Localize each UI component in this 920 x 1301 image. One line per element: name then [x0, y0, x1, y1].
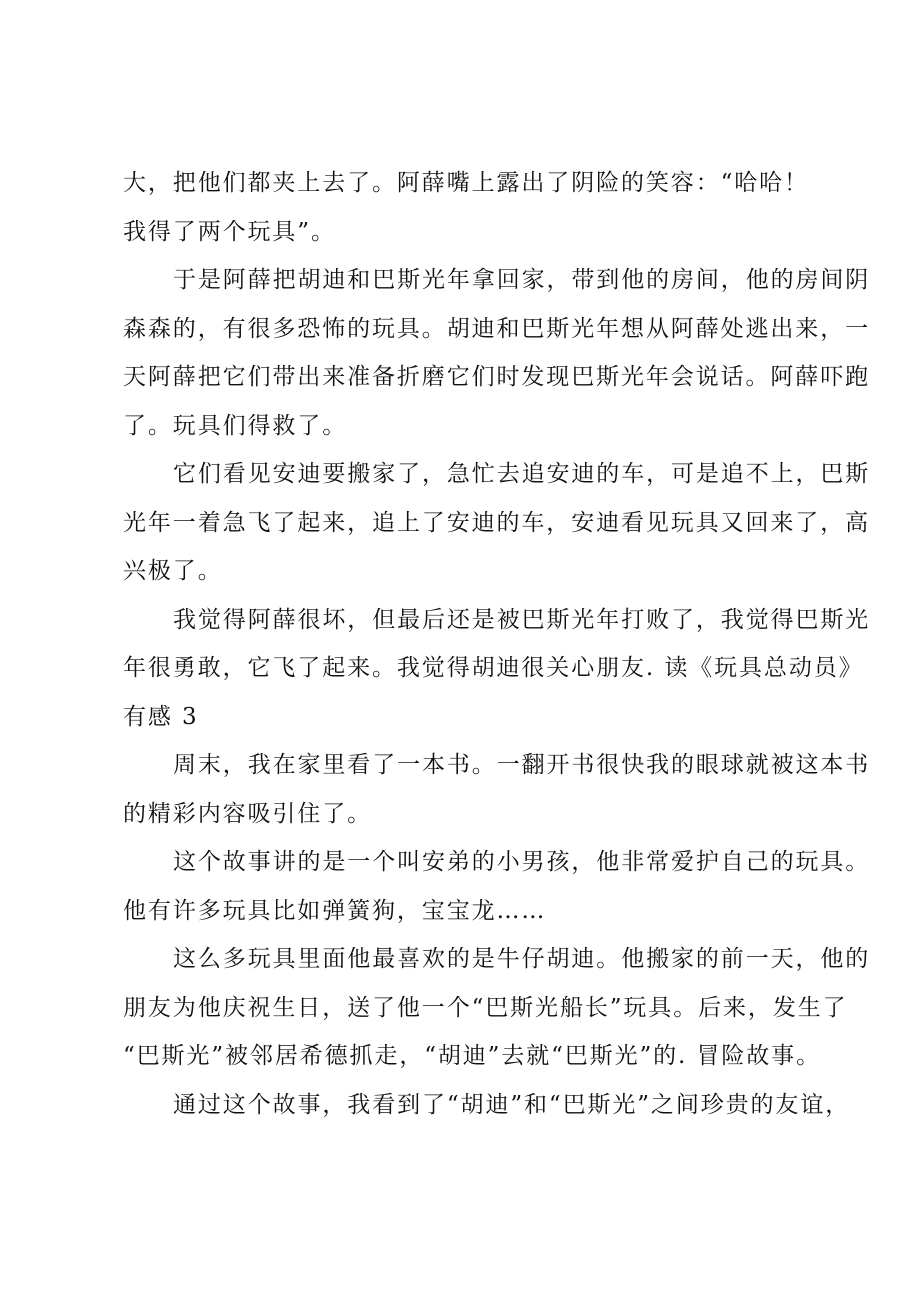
- paragraph: [123, 935, 871, 1081]
- paragraph: [123, 741, 871, 838]
- text-line: 周末，我在家里看了一本书。一翻开书很快我的眼球就被这本书: [173, 752, 871, 778]
- text-line: 大，把他们都夹上去了。阿薛嘴上露出了阴险的笑容：“哈哈！: [123, 170, 809, 196]
- text-line: 天阿薛把它们带出来准备折磨它们时发现巴斯光年会说话。阿薛吓跑: [123, 364, 870, 390]
- paragraph: [123, 596, 871, 742]
- text-line: 了。玩具们得救了。: [123, 412, 348, 439]
- text-line: 通过这个故事，我看到了“胡迪”和“巴斯光”之间珍贵的友谊，: [173, 1091, 851, 1118]
- text-line: “巴斯光”被邻居希德抓走，“胡迪”去就“巴斯光”的. 冒险故事。: [123, 1043, 821, 1069]
- text-line: 这么多玩具里面他最喜欢的是牛仔胡迪。他搬家的前一天，他的: [173, 946, 871, 972]
- paragraph: [123, 450, 871, 596]
- paragraph: [123, 838, 871, 935]
- text-line: 光年一着急飞了起来，追上了安迪的车，安迪看见玩具又回来了，高: [123, 509, 870, 536]
- text-line: 我觉得阿薛很坏，但最后还是被巴斯光年打败了，我觉得巴斯光: [173, 606, 871, 633]
- paragraph-continuation: [123, 159, 820, 256]
- article-body: [123, 159, 871, 1129]
- text-line: 兴极了。: [123, 558, 223, 584]
- text-line: 朋友为他庆祝生日，送了他一个“巴斯光船长”玩具。后来，发生了: [123, 994, 848, 1021]
- paragraph: [123, 1081, 851, 1130]
- text-line: 它们看见安迪要搬家了，急忙去追安迪的车，可是追不上，巴斯: [173, 461, 871, 487]
- section-heading-line: 有感 3: [123, 703, 199, 730]
- text-line: 我得了两个玩具”。: [123, 218, 336, 245]
- text-line: 于是阿薛把胡迪和巴斯光年拿回家，带到他的房间，他的房间阴: [173, 267, 871, 293]
- text-line: 这个故事讲的是一个叫安弟的小男孩，他非常爱护自己的玩具。: [173, 849, 871, 875]
- text-line: 他有许多玩具比如弹簧狗，宝宝龙……: [123, 897, 547, 924]
- text-line: 年很勇敢，它飞了起来。我觉得胡迪很关心朋友. 读《玩具总动员》: [123, 655, 864, 681]
- paragraph: [123, 256, 871, 450]
- text-line: 的精彩内容吸引住了。: [123, 800, 372, 827]
- text-line: 森森的，有很多恐怖的玩具。胡迪和巴斯光年想从阿薛处逃出来，一: [123, 315, 870, 342]
